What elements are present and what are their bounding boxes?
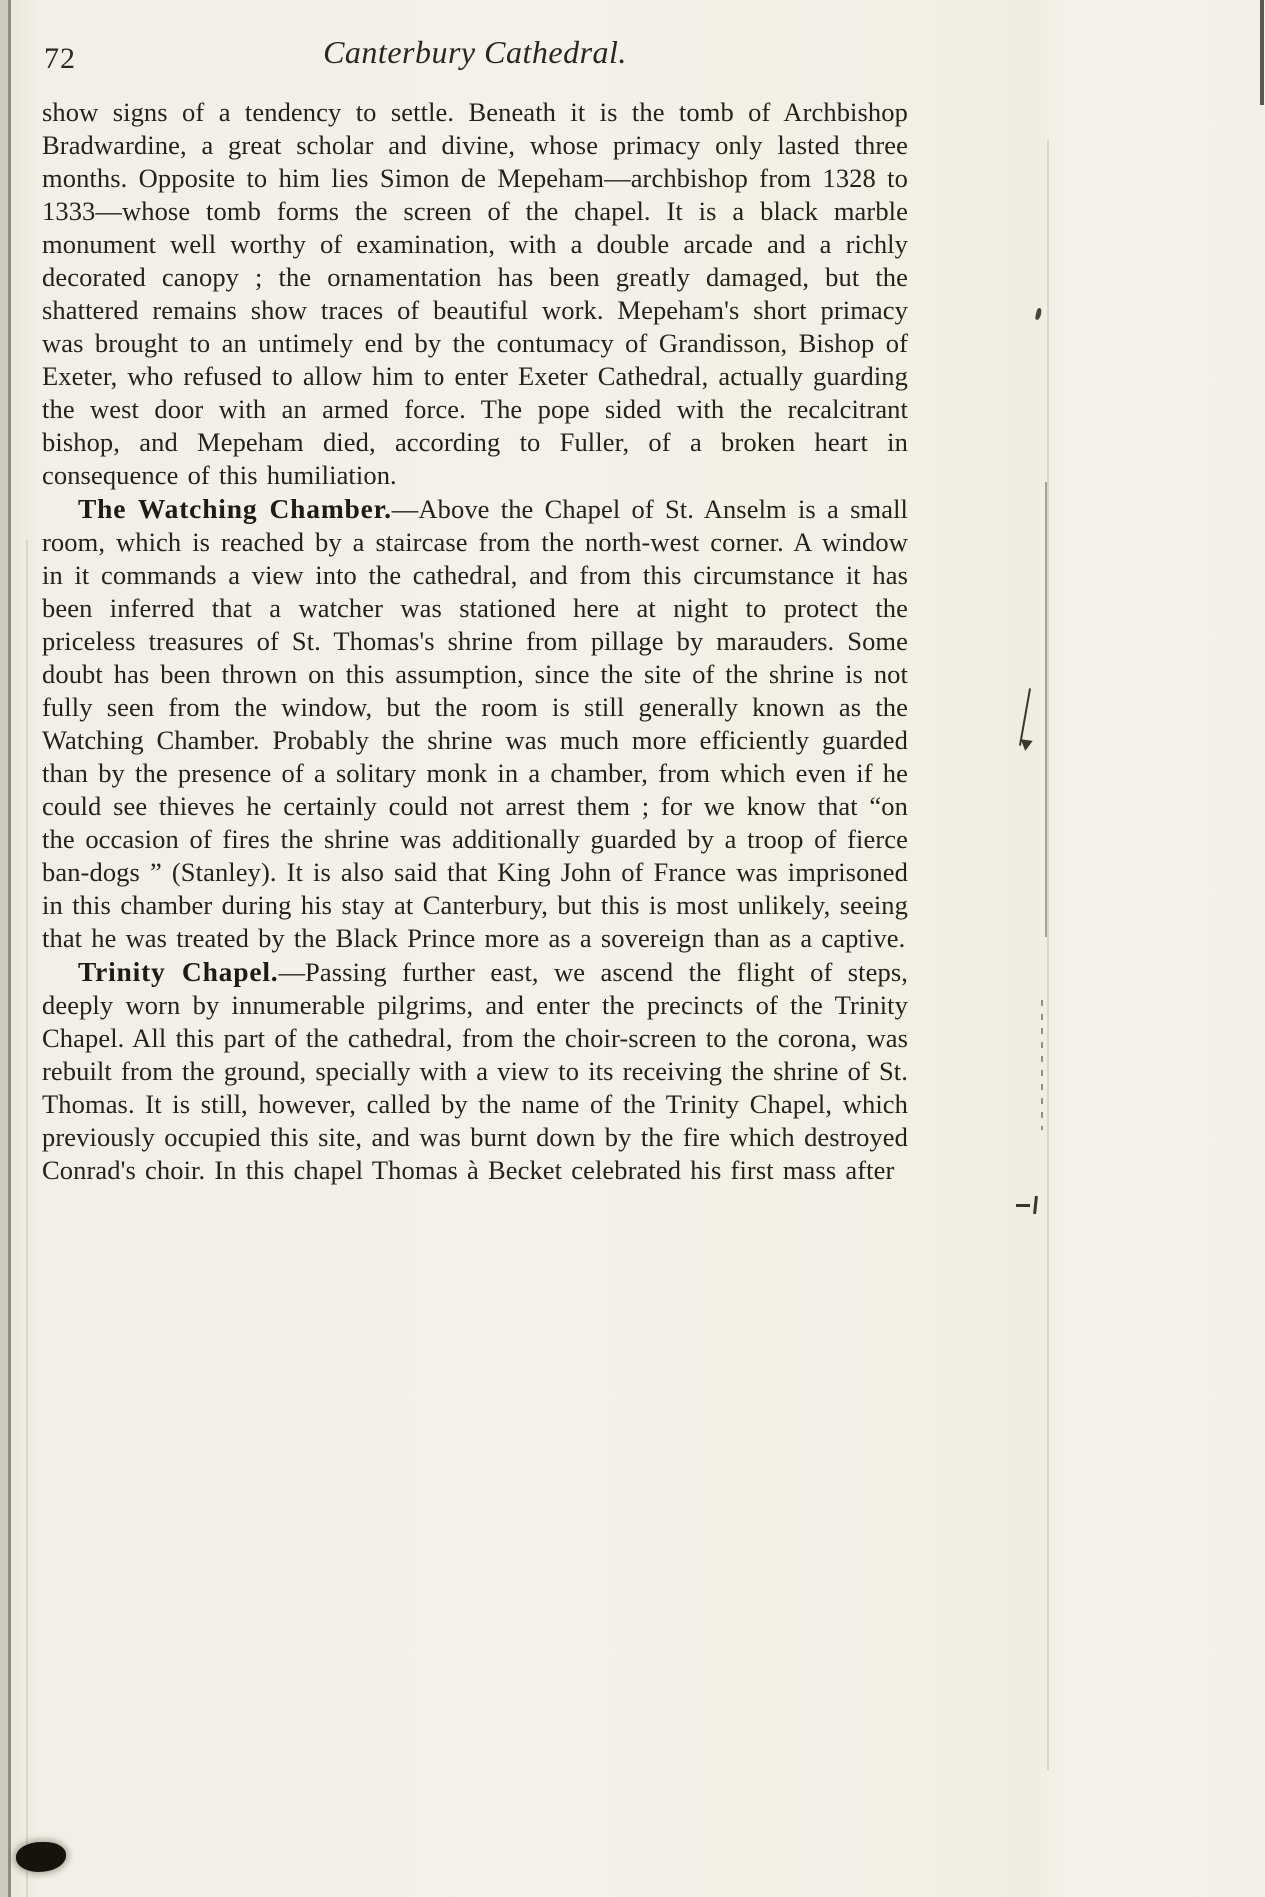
paragraph-heading: Trinity Chapel. — [78, 956, 279, 987]
scan-right-margin-tick-mark — [1033, 1196, 1038, 1214]
scan-ink-blob — [16, 1842, 66, 1872]
scan-right-margin-pen-arrowhead — [1019, 739, 1032, 752]
paragraph-watching-chamber — [42, 492, 908, 955]
page-number: 72 — [44, 42, 76, 75]
scan-right-margin-line — [1045, 482, 1047, 937]
scan-right-margin-pen-stroke — [1019, 688, 1031, 745]
scan-top-right-edge-line — [1260, 0, 1264, 105]
paragraph-text: —Passing further east, we ascend the flight of steps, deeply worn by innumerable pilgrims, and enter the precincts of the Trinity Chapel. All this part of the cathedral, from the choir-screen to the corona, was rebuilt from the ground, specially with a view to its receiving the shrine of St. Thomas. It is still, however, called by the name of the Trinity Chapel, which previously occupied this site, and was burnt down by the fire which destroyed Conrad's choir. In this chapel Thomas à Becket celebrated his first mass after — [42, 957, 908, 1185]
scan-right-margin-dotted-mark — [1041, 1000, 1043, 1130]
page-header — [42, 34, 908, 82]
paragraph-heading: The Watching Chamber. — [78, 493, 392, 524]
paragraph-text: show signs of a tendency to settle. Beneath it is the tomb of Archbishop Bradwardine, a great scholar and divine, whose primacy only lasted three months. Opposite to him lies Simon de Mepeham—archbishop from 1328 to 1333—whose tomb forms the screen of the chapel. It is a black marble monument well worthy of examination, with a double arcade and a richly decorated canopy ; the ornamentation has been greatly damaged, but the shattered remains show traces of beautiful work. Mepeham's short primacy was brought to an untimely end by the contumacy of Grandisson, Bishop of Exeter, who refused to allow him to enter Exeter Cathedral, actually guarding the west door with an armed force. The pope sided with the recalcitrant bishop, and Mepeham died, according to Fuller, of a broken heart in consequence of this humiliation. — [42, 97, 908, 490]
text-block — [42, 96, 908, 1187]
scan-left-edge-shadow — [0, 0, 8, 1897]
paragraph-text: —Above the Chapel of St. Anselm is a small room, which is reached by a staircase from the north-west corner. A window in it commands a view into the cathedral, and from this circumstance it has been inferred that a watcher was stationed here at night to protect the priceless treasures of St. Thomas's shrine from pillage by marauders. Some doubt has been thrown on this assumption, since the site of the shrine is not fully seen from the window, but the room is still generally known as the Watching Chamber. Probably the shrine was much more efficiently guarded than by the presence of a solitary monk in a chamber, from which even if he could see thieves he certainly could not arrest them ; for we know that “on the occasion of fires the shrine was additionally guarded by a troop of fierce ban-dogs ” (Stanley). It is also said that King John of France was imprisoned in this chamber during his stay at Canterbury, but this is most unlikely, seeing that he was treated by the Black Prince more as a sovereign than as a captive. — [42, 494, 908, 953]
paragraph-continuation — [42, 96, 908, 492]
scan-left-fold-line — [26, 540, 28, 1897]
running-title: Canterbury Cathedral. — [323, 34, 627, 70]
scan-right-margin-dash-mark — [1016, 1204, 1030, 1207]
paragraph-trinity-chapel — [42, 955, 908, 1187]
scan-right-margin-speck — [1035, 308, 1043, 321]
scan-right-page-edge — [1047, 140, 1049, 1770]
scan-left-edge-line — [8, 0, 11, 1897]
